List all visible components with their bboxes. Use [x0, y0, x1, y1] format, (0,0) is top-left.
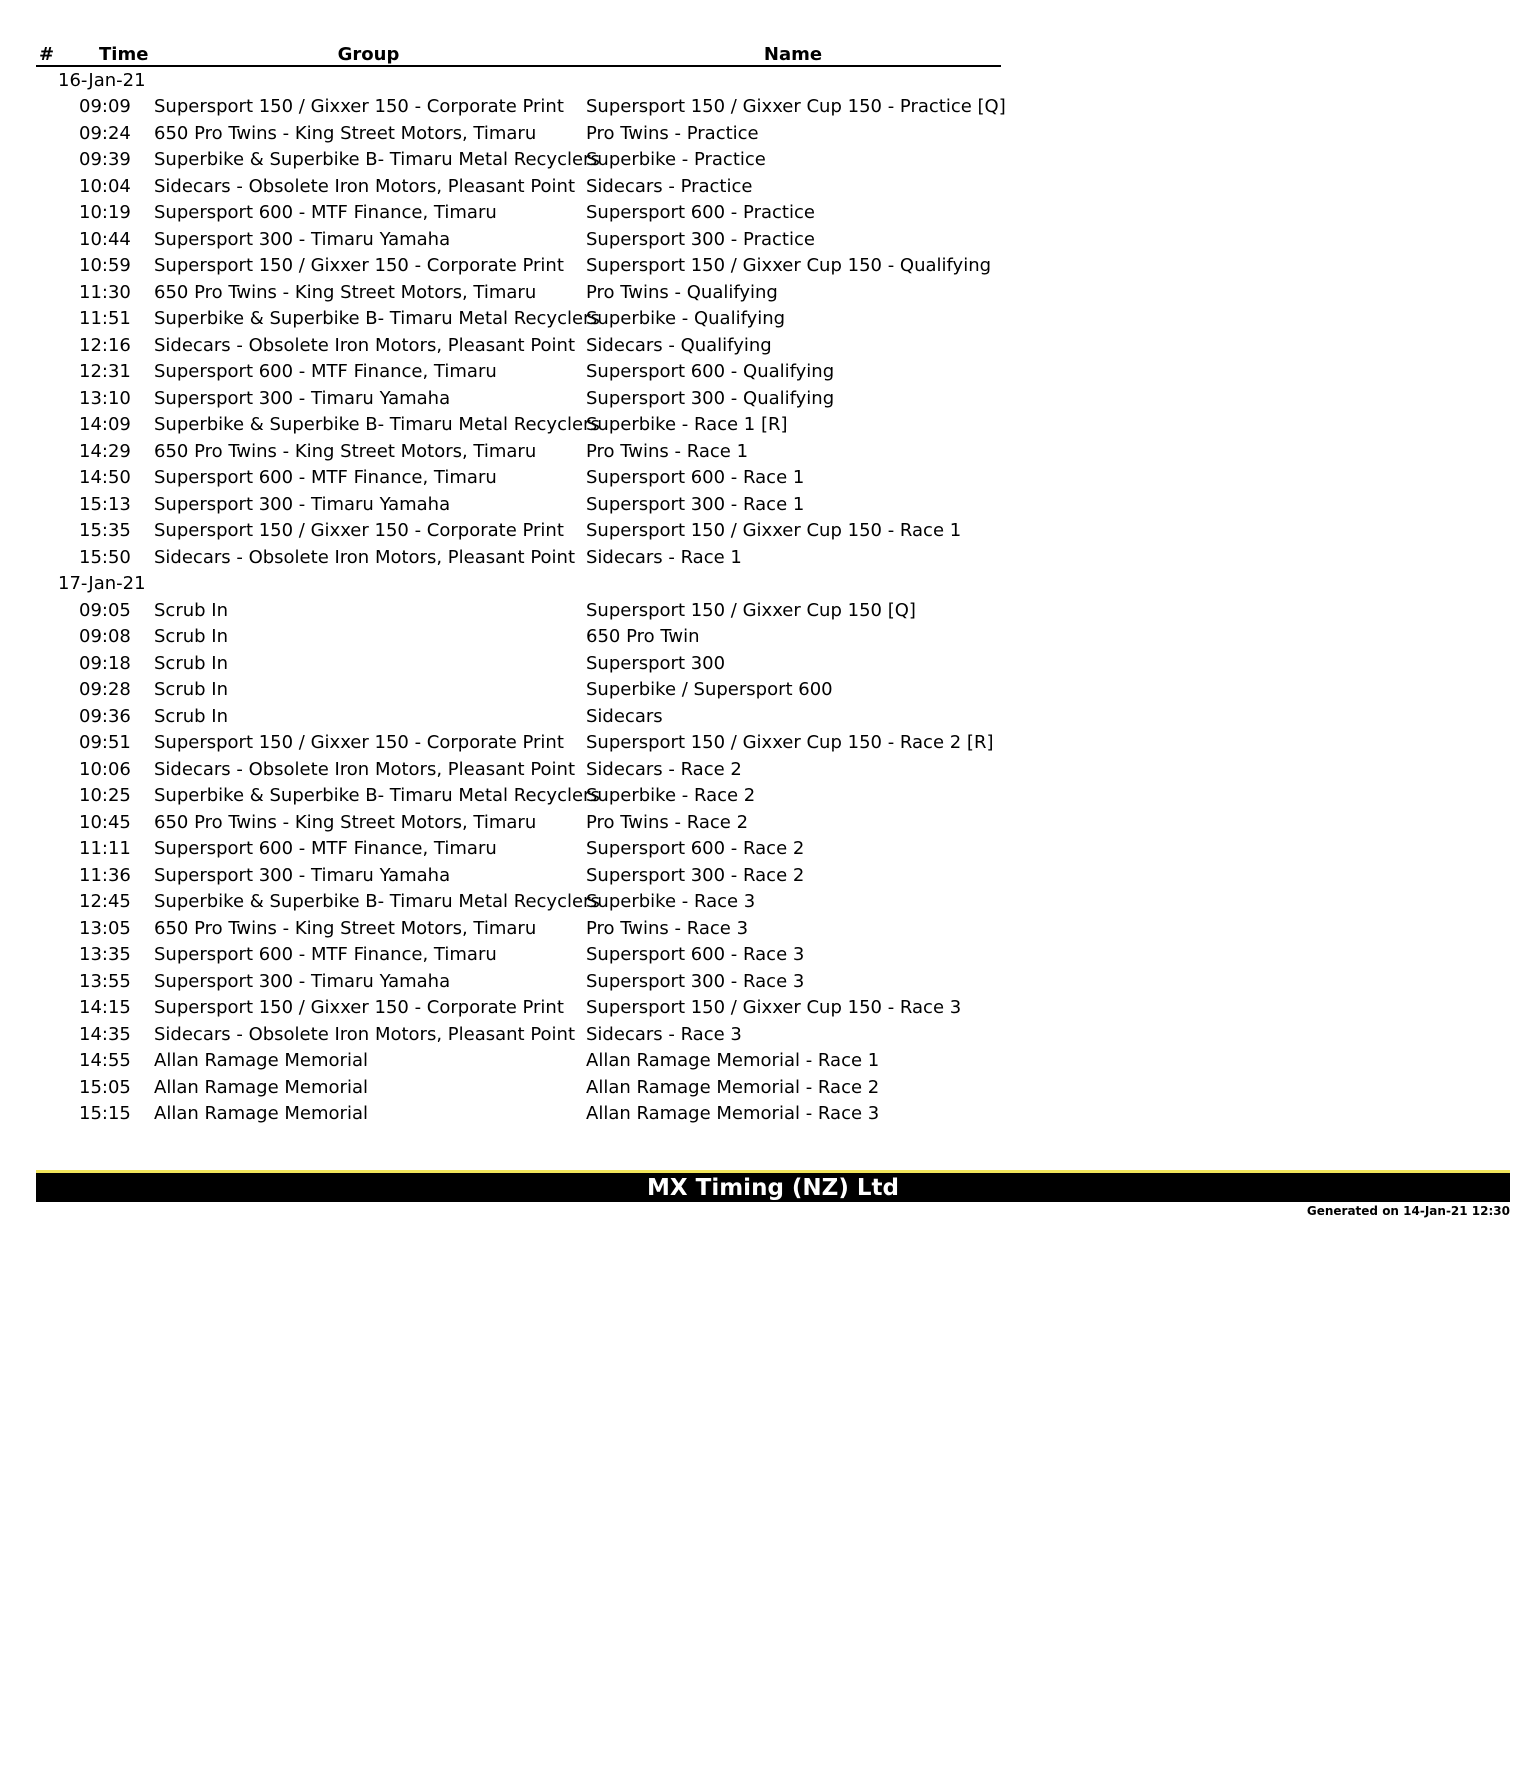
footer-bar [36, 1170, 1510, 1202]
row-number [36, 862, 57, 889]
table-row [36, 226, 1001, 253]
row-number [36, 491, 57, 518]
table-row [36, 915, 1001, 942]
row-number [36, 703, 57, 730]
table-row [36, 968, 1001, 995]
row-name: Supersport 150 / Gixxer Cup 150 - Race 2 [R] [586, 732, 994, 754]
row-name: Pro Twins - Qualifying [586, 281, 778, 303]
row-name: Supersport 300 [586, 652, 726, 674]
row-group: Supersport 150 / Gixxer 150 - Corporate Print [154, 520, 564, 542]
table-row [36, 942, 1001, 969]
row-name: Supersport 600 - Race 2 [586, 838, 805, 860]
row-name: 650 Pro Twin [586, 626, 700, 648]
row-time: 15:15 [79, 1103, 131, 1125]
row-time: 12:45 [79, 891, 131, 913]
row-number [36, 597, 57, 624]
table-row [36, 200, 1001, 227]
row-number [36, 173, 57, 200]
table-row [36, 491, 1001, 518]
table-row [36, 1101, 1001, 1128]
row-number [36, 253, 57, 280]
date-row [36, 571, 1001, 598]
row-group: Supersport 150 / Gixxer 150 - Corporate Print [154, 96, 564, 118]
row-number [36, 1101, 57, 1128]
table-row [36, 438, 1001, 465]
row-time: 09:18 [79, 652, 131, 674]
row-group: 650 Pro Twins - King Street Motors, Timaru [154, 811, 537, 833]
row-name: Sidecars [586, 705, 663, 727]
row-time: 09:05 [79, 599, 131, 621]
row-time: 10:44 [79, 228, 131, 250]
row-time: 10:59 [79, 255, 131, 277]
row-time: 09:28 [79, 679, 131, 701]
row-number [36, 624, 57, 651]
row-time: 10:45 [79, 811, 131, 833]
table-row [36, 359, 1001, 386]
row-group: Allan Ramage Memorial [154, 1076, 368, 1098]
row-number [36, 889, 57, 916]
table-row [36, 173, 1001, 200]
schedule-header [36, 40, 1001, 66]
row-time: 12:31 [79, 361, 131, 383]
day-date: 16-Jan-21 [58, 69, 146, 91]
table-row [36, 253, 1001, 280]
row-group: Superbike & Superbike B- Timaru Metal Recyclers [154, 414, 600, 436]
table-row [36, 412, 1001, 439]
row-group: Supersport 600 - MTF Finance, Timaru [154, 202, 497, 224]
row-group: Supersport 300 - Timaru Yamaha [154, 970, 451, 992]
row-group: Allan Ramage Memorial [154, 1103, 368, 1125]
row-number [36, 756, 57, 783]
row-name: Pro Twins - Race 1 [586, 440, 749, 462]
row-group: Superbike & Superbike B- Timaru Metal Recyclers [154, 149, 600, 171]
row-group: Supersport 300 - Timaru Yamaha [154, 864, 451, 886]
row-name: Supersport 600 - Qualifying [586, 361, 835, 383]
header-row [36, 40, 1001, 66]
row-number [36, 385, 57, 412]
day-date: 17-Jan-21 [58, 573, 146, 595]
row-time: 13:05 [79, 917, 131, 939]
row-time: 14:09 [79, 414, 131, 436]
table-row [36, 836, 1001, 863]
row-number [36, 809, 57, 836]
row-group: Sidecars - Obsolete Iron Motors, Pleasant Point [154, 334, 576, 356]
table-row [36, 756, 1001, 783]
row-name: Pro Twins - Race 3 [586, 917, 749, 939]
table-row [36, 94, 1001, 121]
row-time: 09:39 [79, 149, 131, 171]
row-group: Sidecars - Obsolete Iron Motors, Pleasant Point [154, 1023, 576, 1045]
row-name: Sidecars - Qualifying [586, 334, 772, 356]
row-number [36, 438, 57, 465]
row-group: Supersport 600 - MTF Finance, Timaru [154, 838, 497, 860]
row-name: Supersport 300 - Race 1 [586, 493, 805, 515]
row-time: 14:29 [79, 440, 131, 462]
row-name: Supersport 150 / Gixxer Cup 150 - Race 1 [586, 520, 962, 542]
row-group: Scrub In [154, 652, 228, 674]
table-row [36, 120, 1001, 147]
row-number [36, 226, 57, 253]
table-row [36, 332, 1001, 359]
table-row [36, 597, 1001, 624]
row-number [36, 306, 57, 333]
row-number [36, 836, 57, 863]
row-time: 11:11 [79, 838, 131, 860]
table-row [36, 783, 1001, 810]
row-number [36, 359, 57, 386]
company-name: MX Timing (NZ) Ltd [647, 1175, 899, 1201]
table-row [36, 147, 1001, 174]
row-group: Supersport 600 - MTF Finance, Timaru [154, 467, 497, 489]
row-time: 10:04 [79, 175, 131, 197]
row-name: Supersport 150 / Gixxer Cup 150 [Q] [586, 599, 916, 621]
table-row [36, 862, 1001, 889]
table-row [36, 650, 1001, 677]
row-name: Superbike - Race 2 [586, 785, 756, 807]
row-time: 13:10 [79, 387, 131, 409]
column-header-group: Group [152, 40, 585, 66]
row-group: Superbike & Superbike B- Timaru Metal Recyclers [154, 308, 600, 330]
table-row [36, 809, 1001, 836]
schedule-body [36, 66, 1006, 1127]
row-number [36, 412, 57, 439]
row-group: Allan Ramage Memorial [154, 1050, 368, 1072]
table-row [36, 730, 1001, 757]
row-time: 10:06 [79, 758, 131, 780]
row-time: 13:35 [79, 944, 131, 966]
row-number [36, 1074, 57, 1101]
row-name: Sidecars - Race 3 [586, 1023, 742, 1045]
row-name: Supersport 300 - Race 2 [586, 864, 805, 886]
row-time: 15:35 [79, 520, 131, 542]
row-name: Supersport 150 / Gixxer Cup 150 - Race 3 [586, 997, 962, 1019]
table-row [36, 306, 1001, 333]
row-name: Superbike - Practice [586, 149, 766, 171]
row-name: Supersport 300 - Practice [586, 228, 815, 250]
row-name: Sidecars - Practice [586, 175, 753, 197]
row-name: Allan Ramage Memorial - Race 3 [586, 1103, 880, 1125]
table-row [36, 703, 1001, 730]
row-number [36, 995, 57, 1022]
row-number [36, 915, 57, 942]
column-header-name: Name [585, 40, 1001, 66]
row-group: 650 Pro Twins - King Street Motors, Timaru [154, 440, 537, 462]
row-group: 650 Pro Twins - King Street Motors, Timaru [154, 917, 537, 939]
row-time: 09:36 [79, 705, 131, 727]
table-row [36, 1074, 1001, 1101]
table-row [36, 1021, 1001, 1048]
row-group: Scrub In [154, 679, 228, 701]
row-name: Allan Ramage Memorial - Race 2 [586, 1076, 880, 1098]
row-name: Superbike - Race 1 [R] [586, 414, 788, 436]
row-time: 15:50 [79, 546, 131, 568]
row-group: Supersport 150 / Gixxer 150 - Corporate Print [154, 732, 564, 754]
row-number [36, 518, 57, 545]
row-group: 650 Pro Twins - King Street Motors, Timaru [154, 122, 537, 144]
table-row [36, 385, 1001, 412]
row-name: Supersport 150 / Gixxer Cup 150 - Qualifying [586, 255, 992, 277]
table-row [36, 1048, 1001, 1075]
row-group: Supersport 600 - MTF Finance, Timaru [154, 361, 497, 383]
row-number [36, 942, 57, 969]
row-group: Sidecars - Obsolete Iron Motors, Pleasant Point [154, 758, 576, 780]
table-row [36, 465, 1001, 492]
row-group: Sidecars - Obsolete Iron Motors, Pleasant Point [154, 175, 576, 197]
row-time: 15:05 [79, 1076, 131, 1098]
row-time: 09:09 [79, 96, 131, 118]
row-number [36, 783, 57, 810]
row-number [36, 200, 57, 227]
row-group: Supersport 600 - MTF Finance, Timaru [154, 944, 497, 966]
row-name: Supersport 150 / Gixxer Cup 150 - Practice [Q] [586, 96, 1006, 118]
row-time: 15:13 [79, 493, 131, 515]
row-number [36, 279, 57, 306]
row-group: 650 Pro Twins - King Street Motors, Timaru [154, 281, 537, 303]
row-time: 11:51 [79, 308, 131, 330]
row-group: Scrub In [154, 705, 228, 727]
row-number [36, 465, 57, 492]
row-name: Sidecars - Race 1 [586, 546, 742, 568]
table-row [36, 889, 1001, 916]
row-group: Supersport 300 - Timaru Yamaha [154, 493, 451, 515]
row-number [36, 147, 57, 174]
row-number [36, 730, 57, 757]
row-time: 14:35 [79, 1023, 131, 1045]
date-row [36, 66, 1001, 94]
row-number [36, 544, 57, 571]
table-row [36, 995, 1001, 1022]
row-group: Supersport 150 / Gixxer 150 - Corporate Print [154, 255, 564, 277]
row-time: 12:16 [79, 334, 131, 356]
row-time: 09:24 [79, 122, 131, 144]
table-row [36, 518, 1001, 545]
column-header-time: Time [57, 40, 152, 66]
row-group: Scrub In [154, 626, 228, 648]
row-name: Supersport 600 - Race 3 [586, 944, 805, 966]
row-name: Sidecars - Race 2 [586, 758, 742, 780]
row-name: Supersport 600 - Race 1 [586, 467, 805, 489]
column-header-number: # [36, 40, 57, 66]
row-time: 14:15 [79, 997, 131, 1019]
row-group: Superbike & Superbike B- Timaru Metal Recyclers [154, 891, 600, 913]
row-group: Supersport 150 / Gixxer 150 - Corporate Print [154, 997, 564, 1019]
row-name: Supersport 600 - Practice [586, 202, 815, 224]
row-name: Supersport 300 - Qualifying [586, 387, 835, 409]
table-row [36, 624, 1001, 651]
row-time: 14:50 [79, 467, 131, 489]
row-group: Supersport 300 - Timaru Yamaha [154, 228, 451, 250]
row-group: Scrub In [154, 599, 228, 621]
row-time: 09:51 [79, 732, 131, 754]
row-name: Allan Ramage Memorial - Race 1 [586, 1050, 880, 1072]
row-time: 09:08 [79, 626, 131, 648]
row-group: Sidecars - Obsolete Iron Motors, Pleasant Point [154, 546, 576, 568]
table-row [36, 544, 1001, 571]
row-time: 10:19 [79, 202, 131, 224]
table-row [36, 279, 1001, 306]
row-time: 14:55 [79, 1050, 131, 1072]
row-time: 10:25 [79, 785, 131, 807]
row-number [36, 1021, 57, 1048]
row-number [36, 650, 57, 677]
row-number [36, 968, 57, 995]
row-time: 11:36 [79, 864, 131, 886]
row-name: Pro Twins - Practice [586, 122, 759, 144]
row-number [36, 120, 57, 147]
row-number [36, 332, 57, 359]
schedule-table [36, 40, 1006, 1127]
row-group: Superbike & Superbike B- Timaru Metal Recyclers [154, 785, 600, 807]
row-name: Superbike / Supersport 600 [586, 679, 833, 701]
row-name: Supersport 300 - Race 3 [586, 970, 805, 992]
row-time: 13:55 [79, 970, 131, 992]
row-number [36, 677, 57, 704]
row-name: Pro Twins - Race 2 [586, 811, 749, 833]
row-time: 11:30 [79, 281, 131, 303]
table-row [36, 677, 1001, 704]
row-group: Supersport 300 - Timaru Yamaha [154, 387, 451, 409]
row-name: Superbike - Qualifying [586, 308, 786, 330]
row-number [36, 1048, 57, 1075]
row-name: Superbike - Race 3 [586, 891, 756, 913]
row-number [36, 94, 57, 121]
generated-timestamp: Generated on 14-Jan-21 12:30 [1306, 1204, 1510, 1218]
